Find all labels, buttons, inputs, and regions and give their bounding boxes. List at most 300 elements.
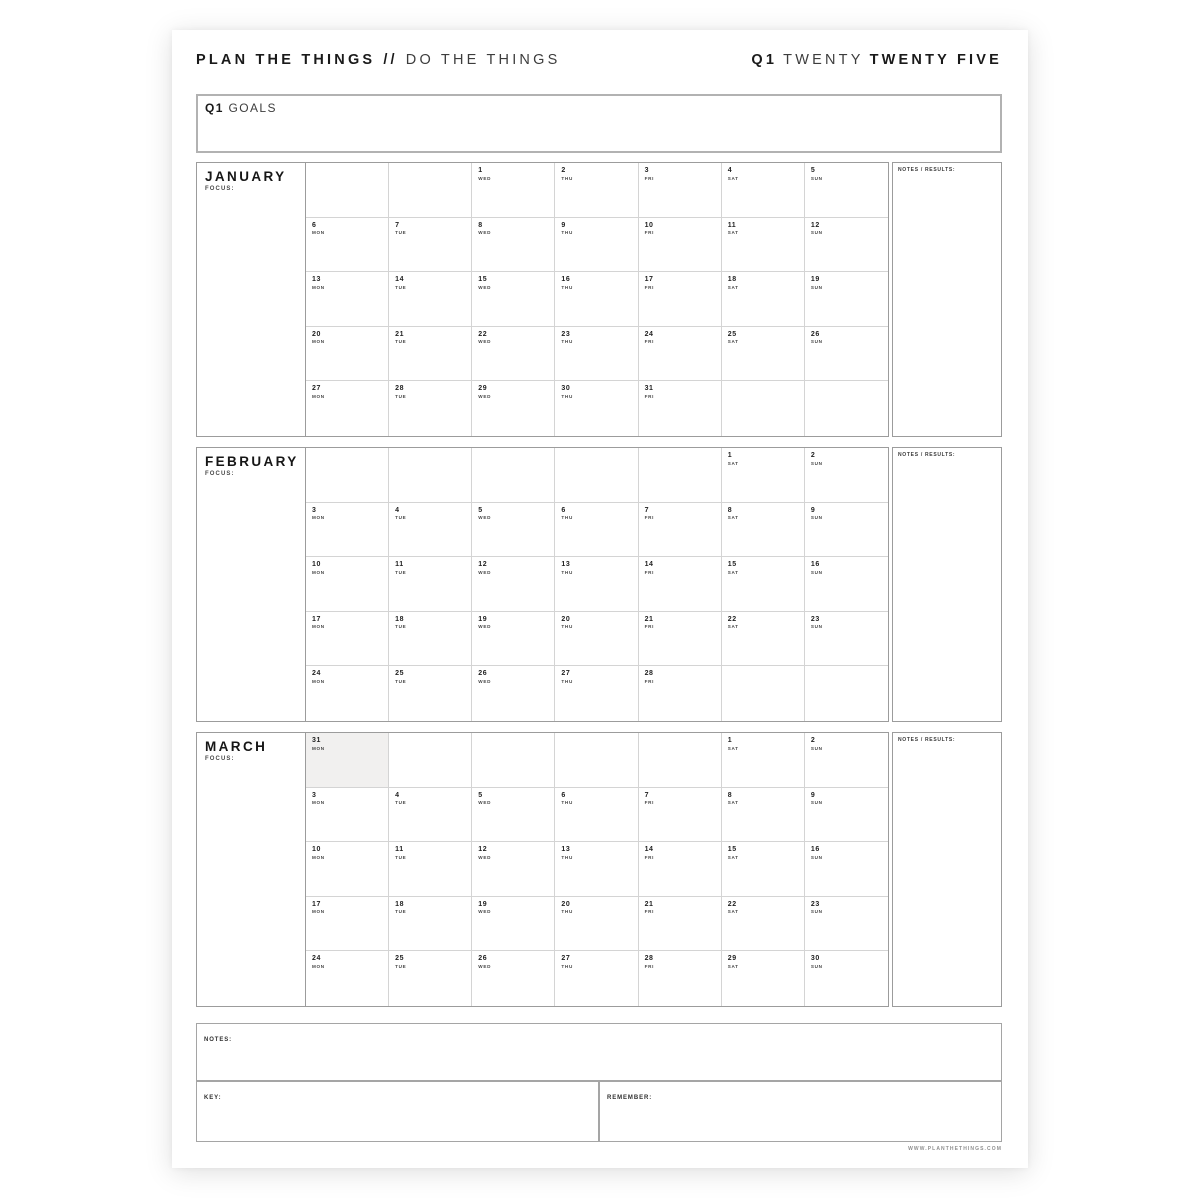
day-cell xyxy=(389,666,472,721)
month-notes-column-march xyxy=(892,732,1002,1007)
day-weekday: TUE xyxy=(395,800,407,806)
day-weekday: FRI xyxy=(644,515,655,521)
day-number: 21 xyxy=(395,330,405,338)
day-weekday: SAT xyxy=(727,854,739,860)
day-weekday: TUE xyxy=(395,393,407,399)
month-name: FEBRUARY xyxy=(205,454,299,469)
day-number: 18 xyxy=(727,276,737,284)
day-weekday: WED xyxy=(478,569,492,575)
day-number: 21 xyxy=(644,900,654,908)
day-number: 22 xyxy=(478,330,488,338)
year-word-light: TWENTY xyxy=(783,52,864,68)
day-number: 16 xyxy=(810,561,820,569)
day-weekday: THU xyxy=(561,284,573,290)
day-weekday: SAT xyxy=(727,569,739,575)
day-cell xyxy=(472,272,555,327)
day-weekday: WED xyxy=(478,624,492,630)
day-number: 31 xyxy=(312,737,321,744)
focus-label: FOCUS: xyxy=(205,186,235,192)
day-number: 23 xyxy=(810,615,820,623)
day-number: 20 xyxy=(561,615,571,623)
day-weekday: MON xyxy=(312,624,325,630)
day-number: 17 xyxy=(644,276,654,284)
day-cell xyxy=(639,503,722,558)
day-number: 22 xyxy=(727,900,737,908)
day-number: 7 xyxy=(644,506,650,514)
day-number: 2 xyxy=(810,452,816,459)
day-weekday: MON xyxy=(312,745,325,751)
day-cell-empty xyxy=(722,666,805,721)
day-cell-empty xyxy=(555,733,638,788)
day-cell xyxy=(805,272,888,327)
day-number: 13 xyxy=(312,276,321,284)
day-cell xyxy=(805,218,888,273)
month-name: JANUARY xyxy=(205,169,287,184)
day-number: 8 xyxy=(478,221,483,229)
key-label: KEY: xyxy=(204,1095,222,1101)
day-number: 12 xyxy=(478,561,488,569)
key-remember-row xyxy=(196,1081,1002,1142)
day-number: 30 xyxy=(561,385,571,393)
day-number: 4 xyxy=(395,791,400,799)
day-cell xyxy=(472,218,555,273)
day-number: 15 xyxy=(727,561,737,569)
day-cell xyxy=(555,163,638,218)
day-number: 1 xyxy=(478,167,483,174)
day-cell xyxy=(389,788,472,843)
day-number: 6 xyxy=(312,221,317,229)
day-number: 10 xyxy=(644,221,654,229)
notes-box xyxy=(196,1023,1002,1081)
quarter-title xyxy=(745,52,1002,68)
day-cell-empty xyxy=(306,448,389,503)
day-cell xyxy=(805,897,888,952)
day-weekday: SAT xyxy=(727,963,739,969)
month-notes-column-february xyxy=(892,447,1002,722)
day-grid-january xyxy=(306,163,888,436)
brand-title xyxy=(196,52,560,68)
day-cell xyxy=(389,272,472,327)
day-cell xyxy=(722,163,805,218)
day-number: 23 xyxy=(561,330,571,338)
year-word-bold: TWENTY FIVE xyxy=(869,52,1002,68)
day-cell-empty xyxy=(472,733,555,788)
day-cell xyxy=(555,557,638,612)
day-cell xyxy=(472,381,555,436)
day-cell xyxy=(306,666,389,721)
quarter-label: Q1 xyxy=(751,52,778,68)
day-cell-empty xyxy=(639,448,722,503)
day-number: 14 xyxy=(644,846,654,854)
day-number: 6 xyxy=(561,506,566,514)
day-cell xyxy=(722,218,805,273)
day-cell-empty xyxy=(389,448,472,503)
day-cell xyxy=(555,666,638,721)
day-weekday: SUN xyxy=(810,569,823,575)
day-weekday: MON xyxy=(312,909,325,915)
day-number: 14 xyxy=(395,276,405,284)
day-cell xyxy=(389,327,472,382)
day-cell-empty xyxy=(306,163,389,218)
day-cell xyxy=(555,897,638,952)
month-block-january xyxy=(196,162,1002,437)
day-weekday: FRI xyxy=(644,678,655,684)
day-cell xyxy=(722,557,805,612)
day-number: 20 xyxy=(561,900,571,908)
day-weekday: SUN xyxy=(810,624,823,630)
day-cell xyxy=(472,612,555,667)
day-cell xyxy=(639,327,722,382)
day-number: 9 xyxy=(561,221,566,229)
day-weekday: SUN xyxy=(810,745,823,751)
day-weekday: THU xyxy=(561,678,573,684)
day-number: 13 xyxy=(561,846,571,854)
day-weekday: WED xyxy=(478,854,492,860)
day-number: 2 xyxy=(810,737,816,744)
month-grid-box-february xyxy=(196,447,889,722)
day-number: 8 xyxy=(727,506,733,514)
notes-results-label: NOTES / RESULTS: xyxy=(898,452,956,458)
month-name: MARCH xyxy=(205,739,268,754)
month-label-cell-january xyxy=(197,163,306,436)
day-cell xyxy=(639,218,722,273)
day-cell xyxy=(389,503,472,558)
day-cell xyxy=(639,163,722,218)
day-cell xyxy=(639,272,722,327)
day-number: 7 xyxy=(395,221,400,229)
day-cell xyxy=(555,951,638,1006)
day-weekday: TUE xyxy=(395,569,407,575)
day-weekday: WED xyxy=(478,339,492,345)
day-cell xyxy=(472,557,555,612)
day-weekday: THU xyxy=(561,800,573,806)
day-weekday: SAT xyxy=(727,175,739,181)
day-number: 28 xyxy=(644,955,654,963)
day-cell-empty xyxy=(555,448,638,503)
day-cell xyxy=(306,218,389,273)
day-number: 19 xyxy=(478,900,488,908)
day-weekday: TUE xyxy=(395,854,407,860)
day-weekday: THU xyxy=(561,569,573,575)
day-weekday: SAT xyxy=(727,515,739,521)
day-number: 19 xyxy=(478,615,488,623)
day-number: 28 xyxy=(644,670,654,678)
day-cell xyxy=(472,163,555,218)
day-number: 26 xyxy=(478,955,488,963)
day-weekday: TUE xyxy=(395,339,407,345)
day-weekday: SAT xyxy=(727,800,739,806)
day-weekday: FRI xyxy=(644,393,655,399)
day-cell xyxy=(722,272,805,327)
day-number: 6 xyxy=(561,791,566,799)
day-number: 5 xyxy=(810,167,816,174)
day-cell xyxy=(805,951,888,1006)
day-weekday: SUN xyxy=(810,909,823,915)
day-cell xyxy=(389,381,472,436)
day-number: 2 xyxy=(561,167,566,174)
brand-tagline: DO THE THINGS xyxy=(405,52,561,68)
day-cell xyxy=(306,733,389,788)
day-cell xyxy=(722,788,805,843)
day-cell xyxy=(722,897,805,952)
day-cell xyxy=(805,448,888,503)
day-number: 3 xyxy=(312,791,317,799)
day-cell xyxy=(555,272,638,327)
day-weekday: SAT xyxy=(727,624,739,630)
day-weekday: SUN xyxy=(810,963,823,969)
day-cell xyxy=(639,666,722,721)
day-cell xyxy=(639,381,722,436)
day-weekday: WED xyxy=(478,393,492,399)
month-label-cell-march xyxy=(197,733,306,1006)
day-number: 20 xyxy=(312,330,321,338)
day-cell xyxy=(472,842,555,897)
day-cell xyxy=(805,842,888,897)
goals-prefix: Q1 xyxy=(205,101,224,115)
day-weekday: FRI xyxy=(644,284,655,290)
day-weekday: TUE xyxy=(395,624,407,630)
day-weekday: FRI xyxy=(644,175,655,181)
day-cell-empty xyxy=(805,666,888,721)
day-weekday: TUE xyxy=(395,963,407,969)
day-weekday: MON xyxy=(312,284,325,290)
day-number: 14 xyxy=(644,561,654,569)
day-number: 4 xyxy=(395,506,400,514)
focus-label: FOCUS: xyxy=(205,471,235,477)
day-number: 3 xyxy=(644,167,650,174)
day-number: 17 xyxy=(312,900,321,908)
day-number: 9 xyxy=(810,506,816,514)
notes-label: NOTES: xyxy=(204,1037,233,1043)
day-cell xyxy=(805,503,888,558)
day-weekday: THU xyxy=(561,230,573,236)
months-container xyxy=(196,162,1002,1017)
day-number: 11 xyxy=(395,846,404,854)
month-label-cell-february xyxy=(197,448,306,721)
day-cell xyxy=(805,788,888,843)
day-number: 8 xyxy=(727,791,733,799)
day-weekday: SUN xyxy=(810,515,823,521)
day-cell xyxy=(306,327,389,382)
day-number: 24 xyxy=(644,330,654,338)
day-weekday: WED xyxy=(478,678,492,684)
day-weekday: FRI xyxy=(644,230,655,236)
day-cell xyxy=(555,381,638,436)
day-weekday: SUN xyxy=(810,284,823,290)
day-cell xyxy=(472,951,555,1006)
day-weekday: WED xyxy=(478,800,492,806)
day-number: 15 xyxy=(727,846,737,854)
day-weekday: SUN xyxy=(810,800,823,806)
day-number: 18 xyxy=(395,900,405,908)
day-grid-february xyxy=(306,448,888,721)
planner-page xyxy=(172,30,1028,1168)
day-number: 30 xyxy=(810,955,820,963)
day-cell xyxy=(306,503,389,558)
day-weekday: TUE xyxy=(395,284,407,290)
day-weekday: THU xyxy=(561,909,573,915)
day-cell xyxy=(389,612,472,667)
day-cell-empty xyxy=(389,163,472,218)
day-cell xyxy=(306,272,389,327)
day-cell xyxy=(389,897,472,952)
day-number: 10 xyxy=(312,846,321,854)
day-weekday: SUN xyxy=(810,230,823,236)
day-number: 15 xyxy=(478,276,488,284)
key-box xyxy=(196,1081,599,1142)
day-number: 7 xyxy=(644,791,650,799)
day-weekday: FRI xyxy=(644,800,655,806)
day-weekday: MON xyxy=(312,230,325,236)
day-cell xyxy=(472,327,555,382)
day-weekday: THU xyxy=(561,175,573,181)
day-cell xyxy=(722,612,805,667)
day-weekday: SAT xyxy=(727,230,739,236)
day-cell xyxy=(722,951,805,1006)
day-cell xyxy=(306,557,389,612)
day-number: 16 xyxy=(810,846,820,854)
day-cell xyxy=(306,612,389,667)
day-number: 4 xyxy=(727,167,733,174)
day-cell-empty xyxy=(722,381,805,436)
focus-label: FOCUS: xyxy=(205,756,235,762)
day-cell xyxy=(389,218,472,273)
day-weekday: THU xyxy=(561,515,573,521)
day-cell xyxy=(805,733,888,788)
day-number: 25 xyxy=(395,955,405,963)
day-weekday: WED xyxy=(478,175,492,181)
day-weekday: MON xyxy=(312,339,325,345)
day-number: 19 xyxy=(810,276,820,284)
day-cell xyxy=(722,842,805,897)
remember-box xyxy=(599,1081,1002,1142)
day-weekday: MON xyxy=(312,393,325,399)
day-weekday: TUE xyxy=(395,230,407,236)
day-weekday: MON xyxy=(312,963,325,969)
day-cell xyxy=(472,666,555,721)
day-weekday: THU xyxy=(561,963,573,969)
day-weekday: SUN xyxy=(810,460,823,466)
day-number: 29 xyxy=(727,955,737,963)
day-number: 25 xyxy=(395,670,405,678)
day-grid-march xyxy=(306,733,888,1006)
day-number: 1 xyxy=(727,737,733,744)
brand-separator: // xyxy=(383,52,398,68)
day-weekday: SAT xyxy=(727,745,739,751)
page-header xyxy=(196,52,1002,72)
day-number: 28 xyxy=(395,385,405,393)
day-cell xyxy=(555,218,638,273)
day-cell xyxy=(722,733,805,788)
day-weekday: TUE xyxy=(395,678,407,684)
day-weekday: FRI xyxy=(644,854,655,860)
day-weekday: TUE xyxy=(395,909,407,915)
day-weekday: THU xyxy=(561,393,573,399)
day-number: 24 xyxy=(312,670,321,678)
day-weekday: SAT xyxy=(727,339,739,345)
day-weekday: FRI xyxy=(644,624,655,630)
day-cell xyxy=(639,842,722,897)
day-number: 21 xyxy=(644,615,654,623)
notes-results-label: NOTES / RESULTS: xyxy=(898,737,956,743)
day-cell xyxy=(805,327,888,382)
day-weekday: SUN xyxy=(810,175,823,181)
day-weekday: SAT xyxy=(727,284,739,290)
goals-label: GOALS xyxy=(228,101,277,115)
day-number: 16 xyxy=(561,276,571,284)
day-number: 5 xyxy=(478,506,483,514)
day-weekday: SAT xyxy=(727,460,739,466)
day-number: 25 xyxy=(727,330,737,338)
day-number: 18 xyxy=(395,615,405,623)
day-weekday: THU xyxy=(561,339,573,345)
day-weekday: FRI xyxy=(644,339,655,345)
day-cell xyxy=(639,897,722,952)
day-number: 12 xyxy=(810,221,820,229)
day-cell xyxy=(306,897,389,952)
month-grid-box-january xyxy=(196,162,889,437)
day-weekday: MON xyxy=(312,800,325,806)
day-weekday: TUE xyxy=(395,515,407,521)
day-weekday: FRI xyxy=(644,569,655,575)
day-cell xyxy=(306,381,389,436)
brand-name: PLAN THE THINGS xyxy=(196,52,376,68)
day-weekday: THU xyxy=(561,854,573,860)
day-weekday: WED xyxy=(478,963,492,969)
month-grid-box-march xyxy=(196,732,889,1007)
day-cell xyxy=(555,842,638,897)
day-cell xyxy=(805,163,888,218)
day-cell xyxy=(306,842,389,897)
day-cell xyxy=(555,788,638,843)
day-cell xyxy=(722,327,805,382)
day-cell xyxy=(805,557,888,612)
day-number: 31 xyxy=(644,385,654,393)
day-number: 17 xyxy=(312,615,321,623)
day-cell xyxy=(555,327,638,382)
day-cell xyxy=(555,503,638,558)
day-cell xyxy=(472,897,555,952)
day-number: 24 xyxy=(312,955,321,963)
notes-results-label: NOTES / RESULTS: xyxy=(898,167,956,173)
day-cell xyxy=(722,448,805,503)
day-number: 27 xyxy=(561,955,571,963)
day-weekday: WED xyxy=(478,230,492,236)
website-url: WWW.PLANTHETHINGS.COM xyxy=(908,1146,1002,1152)
day-weekday: MON xyxy=(312,569,325,575)
day-number: 26 xyxy=(810,330,820,338)
day-cell xyxy=(639,612,722,667)
day-weekday: SUN xyxy=(810,339,823,345)
day-cell-empty xyxy=(472,448,555,503)
month-block-march xyxy=(196,732,1002,1007)
day-cell-empty xyxy=(639,733,722,788)
day-number: 26 xyxy=(478,670,488,678)
day-number: 22 xyxy=(727,615,737,623)
day-cell xyxy=(472,503,555,558)
day-cell xyxy=(306,951,389,1006)
remember-label: REMEMBER: xyxy=(607,1095,653,1101)
day-cell xyxy=(555,612,638,667)
day-number: 5 xyxy=(478,791,483,799)
day-cell xyxy=(472,788,555,843)
day-number: 3 xyxy=(312,506,317,514)
day-number: 9 xyxy=(810,791,816,799)
day-cell xyxy=(722,503,805,558)
day-number: 13 xyxy=(561,561,571,569)
day-cell-empty xyxy=(389,733,472,788)
day-cell xyxy=(639,788,722,843)
